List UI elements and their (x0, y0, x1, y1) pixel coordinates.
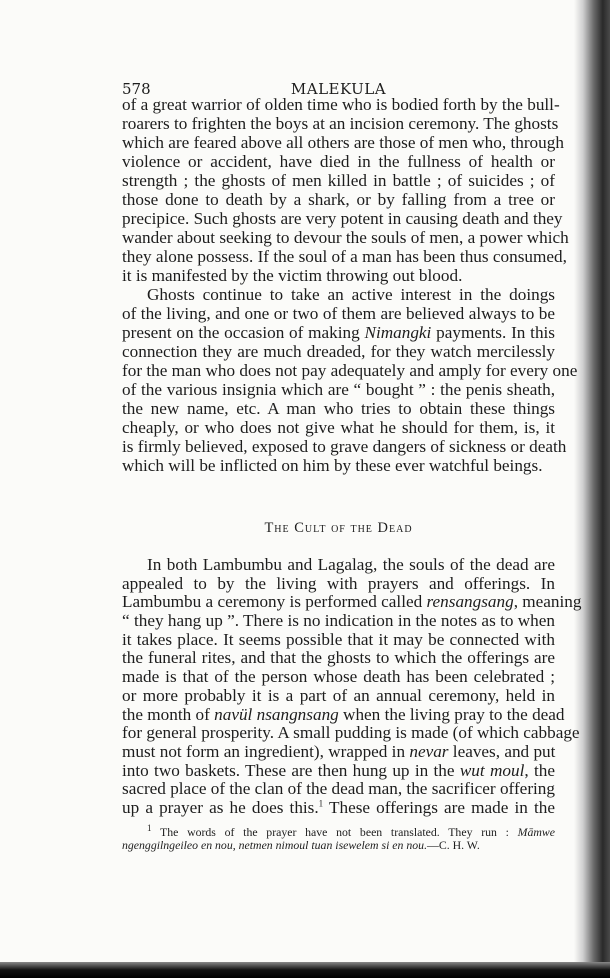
text-line (122, 285, 555, 304)
text-line (122, 723, 580, 743)
text-run: “ they hang up ”. There is no indication in the notes as to when (122, 611, 555, 631)
text-line (122, 418, 555, 437)
paragraph-cult-of-dead (122, 555, 582, 818)
running-title: MALEKULA (290, 80, 387, 98)
text-run: sacred place of the clan of the dead man, the sacrificer offering (122, 779, 555, 799)
text-run: for general prosperity. A small pudding is made (of which cabbage (122, 723, 580, 743)
italic-term: Māmwe (517, 825, 555, 839)
footnote (122, 823, 555, 852)
page-number: 578 (122, 80, 151, 98)
text-line (122, 304, 555, 323)
text-run: leaves, and put (448, 741, 556, 761)
text-run: the new name, etc. A man who tries to obtain these things (122, 399, 555, 418)
text-line (122, 95, 560, 114)
text-run: it takes place. It seems possible that it may be connected with (122, 629, 555, 649)
italic-term: rensangsang (426, 592, 514, 612)
text-line (122, 209, 563, 228)
text-run: precipice. Such ghosts are very potent in causing death and they (122, 209, 563, 228)
italic-term: wut moul (459, 760, 525, 780)
text-line (122, 190, 555, 209)
text-run: or more probably it is a part of an annual ceremony, held in (122, 685, 555, 705)
text-line (122, 668, 555, 687)
text-line (122, 171, 555, 190)
text-line (122, 266, 555, 285)
text-run: which are feared above all others are those of men who, through (122, 133, 564, 152)
text-line (122, 780, 555, 799)
text-line (122, 133, 564, 152)
text-line (122, 704, 565, 725)
text-line (122, 612, 555, 631)
text-run: up a prayer as he does this. (122, 797, 319, 817)
italic-term: nevar (409, 741, 449, 761)
text-run: strength ; the ghosts of men killed in battle ; of suicides ; of (122, 171, 555, 190)
text-line (122, 437, 567, 456)
text-run: of the various insignia which are “ bought ” : the penis sheath, (122, 380, 555, 399)
paragraph-ghosts (122, 95, 578, 475)
text-run: In both Lambumbu and Lagalag, the souls of the dead are (147, 555, 555, 574)
text-run: present on the occasion of making (122, 323, 365, 342)
text-line (122, 575, 555, 594)
text-run: connection they are much dreaded, for they watch mercilessly (122, 342, 555, 361)
text-run: those done to death by a shark, or by falling from a tree or (122, 190, 555, 209)
text-run: violence or accident, have died in the fullness of health or (122, 152, 555, 171)
text-run: wander about seeking to devour the souls of men, a power which (122, 228, 569, 247)
scan-bottom-border (0, 962, 610, 978)
text-run: The words of the prayer have not been translated. They run : (151, 825, 518, 839)
text-line (122, 152, 555, 171)
italic-term: ngenggilngeileo en nou, netmen nimoul tuan isewelem si en nou. (122, 838, 428, 852)
text-run: cheaply, or who does not give what he should for them, is, it (122, 418, 555, 437)
text-line (122, 247, 567, 266)
text-run: Ghosts continue to take an active interest in the doings (147, 285, 555, 304)
text-line (122, 687, 555, 706)
section-heading: The Cult of the Dead (264, 520, 413, 536)
text-run: which will be inflicted on him by these ever watchful beings. (122, 456, 543, 475)
text-run: appealed to by the living with prayers and offerings. In (122, 573, 555, 593)
text-run: must not form an ingredient), wrapped in (122, 741, 410, 761)
text-line (122, 380, 555, 399)
text-run: the funeral rites, and that the ghosts to which the offerings are (122, 648, 555, 668)
text-line (122, 342, 555, 361)
text-run: for the man who does not pay adequately and amply for every one (122, 361, 578, 380)
text-run: payments. In this (431, 323, 555, 342)
italic-term: navül nsangnsang (214, 704, 339, 724)
italic-term: Nimangki (364, 323, 432, 342)
text-run: of the living, and one or two of them are believed always to be (122, 304, 555, 323)
text-line (122, 592, 582, 612)
text-run: it is manifested by the victim throwing out blood. (122, 266, 463, 285)
text-run: Lambumbu a ceremony is performed called (122, 592, 427, 612)
text-line (122, 323, 555, 342)
text-run: , meaning (513, 592, 582, 612)
text-line (122, 649, 555, 668)
page-edge-shadow (574, 0, 610, 978)
text-run: These offerings are made in the (323, 797, 555, 817)
text-line (122, 228, 569, 247)
text-run: roarers to frighten the boys at an incision ceremony. The ghosts (122, 114, 559, 133)
text-line (122, 399, 555, 418)
text-line (122, 456, 555, 475)
text-run: —C. H. W. (427, 838, 480, 852)
footnote-marker: 1 (147, 823, 152, 834)
text-run: made is that of the person whose death has been celebrated ; (122, 667, 555, 687)
text-run: into two baskets. These are then hung up in the (122, 760, 460, 780)
text-line (122, 631, 555, 650)
text-line (122, 361, 578, 380)
footnote-marker: 1 (318, 798, 324, 809)
text-line (122, 839, 555, 852)
text-line (122, 762, 555, 781)
text-line (122, 556, 555, 575)
text-run: when the living pray to the dead (338, 704, 565, 724)
text-run: the month of (122, 704, 215, 724)
text-line (122, 114, 559, 133)
text-run: they alone possess. If the soul of a man has been thus consumed, (122, 247, 567, 266)
text-line (122, 743, 555, 762)
text-run: of a great warrior of olden time who is bodied forth by the bull- (122, 95, 560, 114)
text-run: , the (524, 760, 555, 780)
text-run: is firmly believed, exposed to grave dangers of sickness or death (122, 437, 567, 456)
text-line (122, 799, 555, 818)
